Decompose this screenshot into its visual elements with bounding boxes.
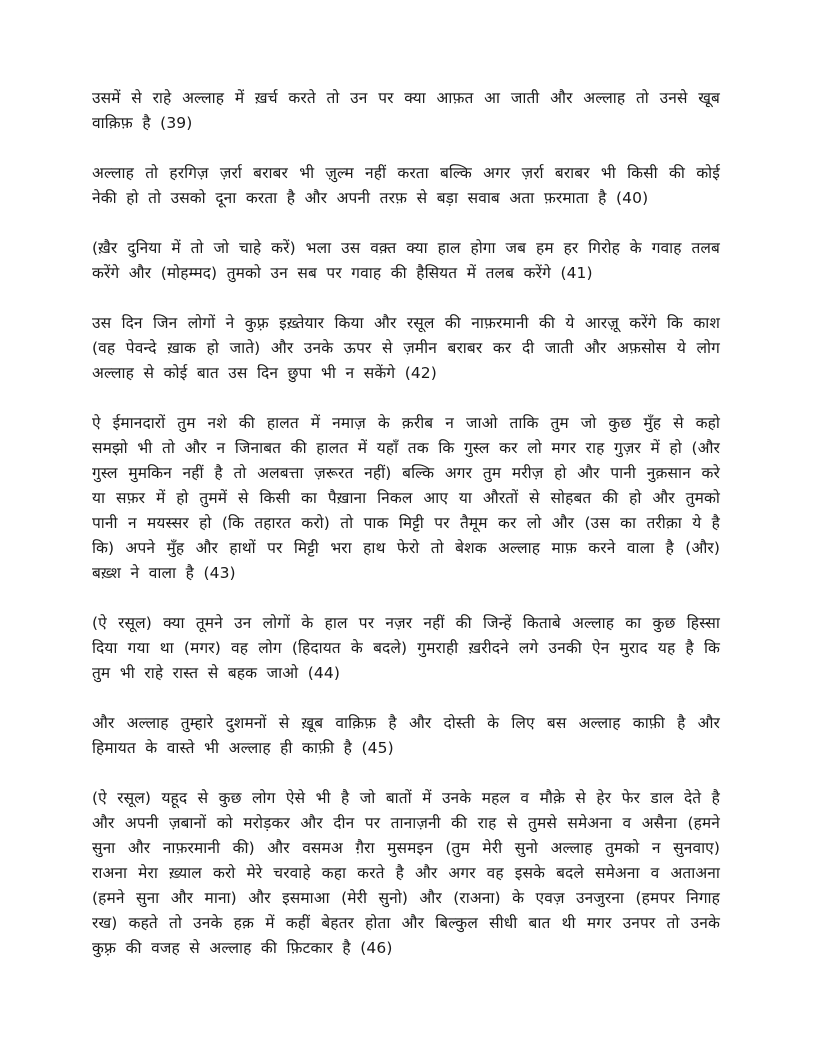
verse-paragraph-45: और अल्लाह तुम्हारे दुशमनों से ख़ूब वाक़िफ़ है और दोस्ती के लिए बस अल्लाह काफ़ी है और हिमायत के वास्ते भी अल्लाह ही काफ़ी है (45) [92,714,720,757]
verse-paragraph-39: उसमें से राहे अल्लाह में ख़र्च करते तो उन पर क्या आफ़त आ जाती और अल्लाह तो उनसे खूब वाक़िफ़ है (39) [92,89,720,132]
verse-paragraph-41: (ख़ैर दुनिया में तो जो चाहे करें) भला उस वक़्त क्या हाल होगा जब हम हर गिरोह के गवाह तलब करेंगे और (मोहम्मद) तुमको उन सब पर गवाह की हैसियत में तलब करेंगे (41) [92,239,720,282]
verse-paragraph-43: ऐ ईमानदारों तुम नशे की हालत में नमाज़ के क़रीब न जाओ ताकि तुम जो कुछ मुँह से कहो समझो भी तो और न जिनाबत की हालत में यहाँ तक कि गुस्ल कर लो मगर राह गुज़र में हो (और गुस्ल मुमकिन नहीं है तो अलबत्ता ज़रूरत नहीं) बल्कि अगर तुम मरीज़ हो और पानी नुक़सान करे या सफ़र में हो तुममें से किसी का पैख़ाना निकल आए या औरतों से सोहबत की हो और तुमको पानी न मयस्सर हो (कि तहारत करो) तो पाक मिट्टी पर तैमूम कर लो और (उस का तरीक़ा ये है कि) अपने मुँह और हाथों पर मिट्टी भरा हाथ फेरो तो बेशक अल्लाह माफ़ करने वाला है (और) बख़्श ने वाला है (43) [92,414,720,582]
verse-paragraph-44: (ऐ रसूल) क्या तूमने उन लोगों के हाल पर नज़र नहीं की जिन्हें किताबे अल्लाह का कुछ हिस्सा दिया गया था (मगर) वह लोग (हिदायत के बदले) गुमराही ख़रीदने लगे उनकी ऐन मुराद यह है कि तुम भी राहे रास्त से बहक जाओ (44) [92,614,720,682]
verse-paragraph-46: (ऐ रसूल) यहूद से कुछ लोग ऐसे भी है जो बातों में उनके महल व मौक़े से हेर फेर डाल देते है और अपनी ज़बानों को मरोड़कर और दीन पर तानाज़नी की राह से तुमसे समेअना व असैना (हमने सुना और नाफ़रमानी की) और वसमअ ग़ैरा मुसमइन (तुम मेरी सुनो अल्लाह तुमको न सुनवाए) राअना मेरा ख़्याल करो मेरे चरवाहे कहा करते है और अगर वह इसके बदले समेअना व अताअना (हमने सुना और माना) और इसमाआ (मेरी सुनो) और (राअना) के एवज़ उनजुरना (हमपर निगाह रख) कहते तो उनके हक़ में कहीं बेहतर होता और बिल्कुल सीधी बात थी मगर उनपर तो उनके कुफ़्र की वजह से अल्लाह की फ़िटकार है (46) [92,789,720,957]
verse-paragraph-42: उस दिन जिन लोगों ने कुफ़्र इख़्तेयार किया और रसूल की नाफ़रमानी की ये आरज़ू करेंगे कि काश (वह पेवन्दे ख़ाक हो जाते) और उनके ऊपर से ज़मीन बराबर कर दी जाती और अफ़सोस ये लोग अल्लाह से कोई बात उस दिन छुपा भी न सकेंगे (42) [92,314,720,382]
verse-paragraph-40: अल्लाह तो हरगिज़ ज़र्रा बराबर भी ज़ुल्म नहीं करता बल्कि अगर ज़र्रा बराबर भी किसी की कोई नेकी हो तो उसको दूना करता है और अपनी तरफ़ से बड़ा सवाब अता फ़रमाता है (40) [92,164,720,207]
